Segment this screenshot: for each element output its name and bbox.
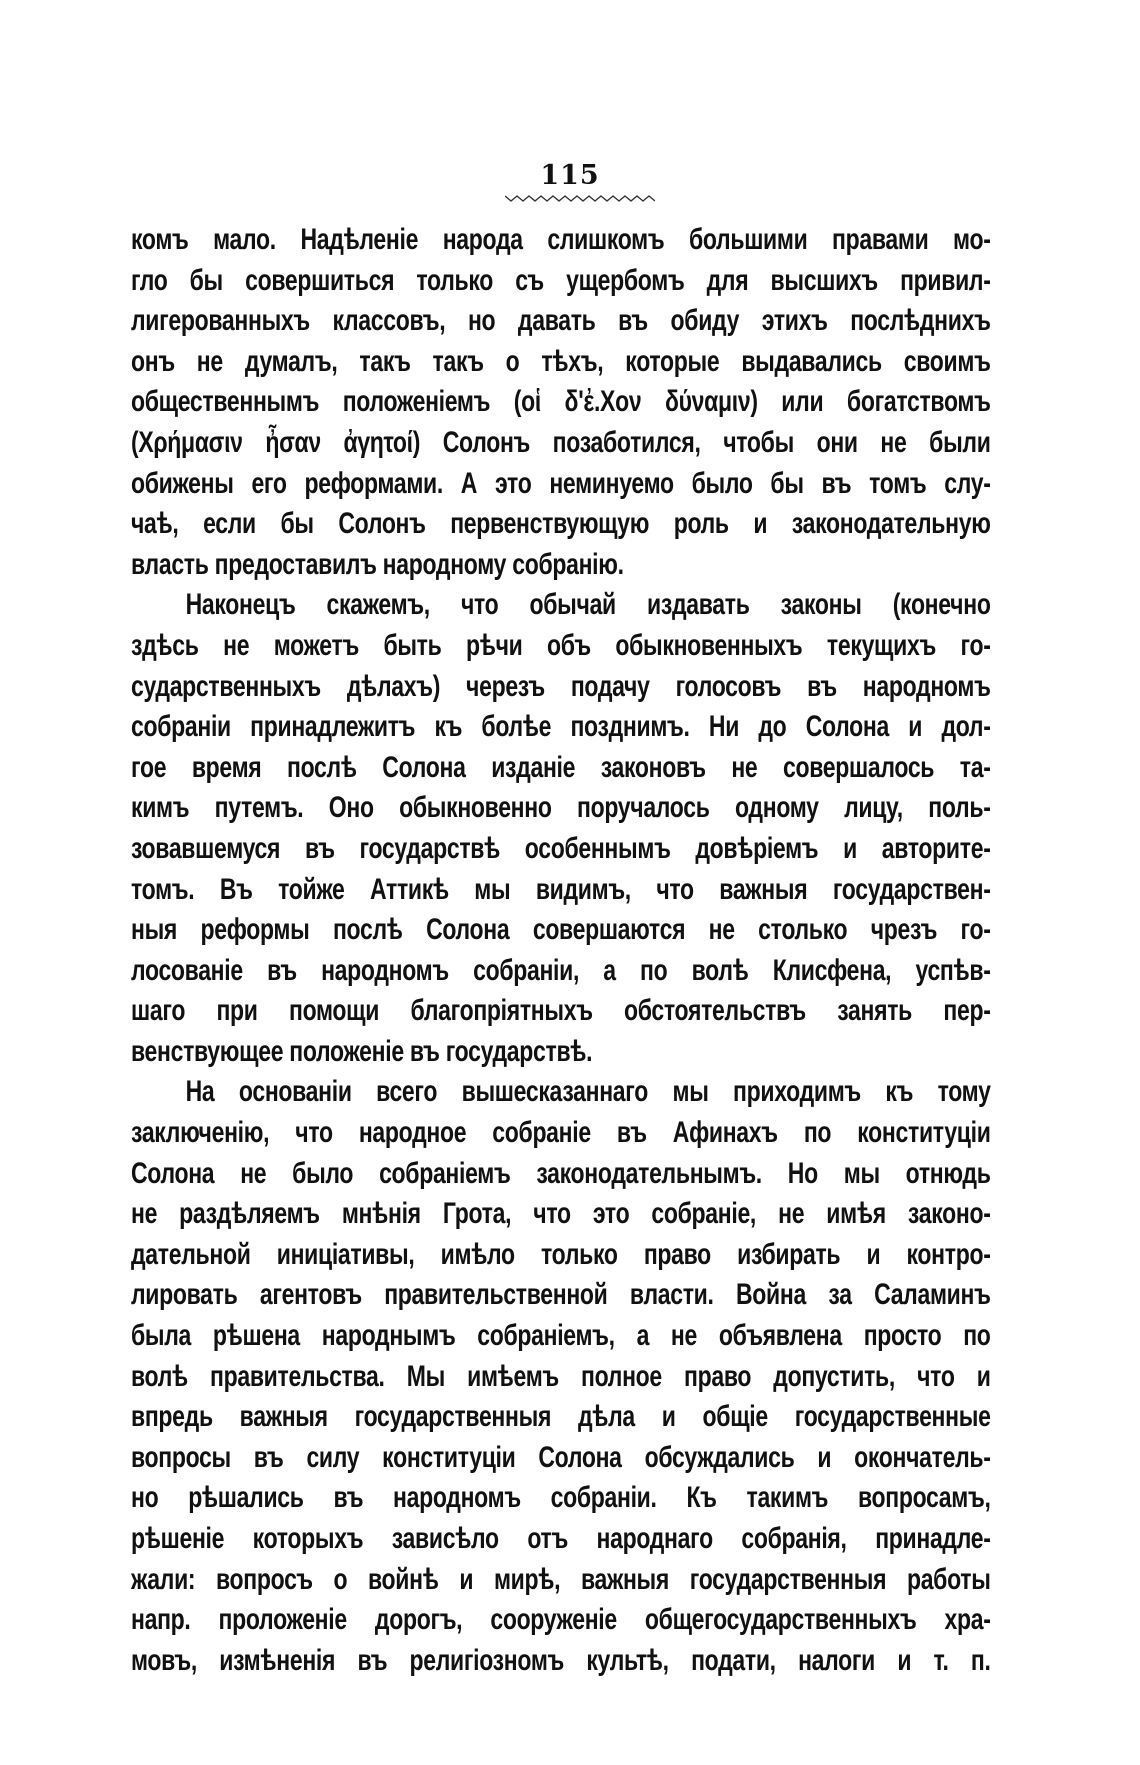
text-line: сударственныхъ дѣлахъ) черезъ подачу голосовъ въ народномъ — [131, 669, 991, 703]
text-line: гло бы совершиться только съ ущербомъ для высшихъ привил- — [131, 263, 991, 297]
text-line: рѣшеніе которыхъ зависѣло отъ народнаго собранія, принадле- — [131, 1522, 991, 1555]
text-line: власть предоставилъ народному собранію. — [131, 547, 624, 581]
text-line: заключенію, что народное собраніе въ Афинахъ по конституціи — [131, 1116, 991, 1150]
text-line: зовавшемуся въ государствѣ особеннымъ довѣріемъ и авторите- — [131, 831, 991, 865]
text-line: онъ не думалъ, такъ такъ о тѣхъ, которые выдавались своимъ — [131, 344, 991, 378]
page-number: 115 — [540, 160, 600, 191]
page-number-ornament — [505, 193, 655, 203]
text-line: напр. проложеніе дорогъ, сооруженіе общегосударственныхъ хра- — [131, 1603, 991, 1637]
text-line: лигерованныхъ классовъ, но давать въ обиду этихъ послѣднихъ — [131, 304, 991, 338]
text-line: ныя реформы послѣ Солона совершаются не столько чрезъ го- — [131, 913, 991, 947]
text-line: лировать агентовъ правительственной власти. Война за Саламинъ — [131, 1278, 991, 1312]
text-line: чаѣ, если бы Солонъ первенствующую роль и законодательную — [131, 507, 991, 541]
text-line: томъ. Въ тойже Аттикѣ мы видимъ, что важныя государствен- — [131, 872, 991, 906]
text-line: впредь важныя государственныя дѣла и общіе государственные — [131, 1400, 991, 1434]
text-line: была рѣшена народнымъ собраніемъ, а не объявлена просто по — [131, 1319, 991, 1353]
paragraph-start-line: Наконецъ скажемъ, что обычай издавать законы (конечно — [185, 588, 991, 622]
text-line: не раздѣляемъ мнѣнія Грота, что это собраніе, не имѣя законо- — [131, 1197, 991, 1231]
paragraph-start-line: На основаніи всего вышесказаннаго мы приходимъ къ тому — [185, 1075, 991, 1109]
text-line: мовъ, измѣненія въ религіозномъ культѣ, подати, налоги и т. п. — [131, 1643, 991, 1677]
text-line: вопросы въ силу конституціи Солона обсуждались и окончатель- — [131, 1440, 991, 1474]
text-line: жали: вопросъ о войнѣ и мирѣ, важныя государственныя работы — [131, 1562, 991, 1596]
text-line: кимъ путемъ. Оно обыкновенно поручалось одному лицу, поль- — [131, 791, 991, 825]
text-line: волѣ правительства. Мы имѣемъ полное право допустить, что и — [131, 1359, 991, 1393]
text-line: здѣсь не можетъ быть рѣчи объ обыкновенныхъ текущихъ го- — [131, 628, 991, 662]
text-line: шаго при помощи благопріятныхъ обстоятельствъ занять пер- — [131, 994, 991, 1028]
text-line: комъ мало. Надѣленіе народа слишкомъ большими правами мо- — [131, 223, 991, 256]
text-line: но рѣшались въ народномъ собраніи. Къ такимъ вопросамъ, — [131, 1481, 991, 1515]
text-line: Солона не было собраніемъ законодательнымъ. Но мы отнюдь — [131, 1156, 991, 1190]
text-line: общественнымъ положеніемъ (οἱ δ'ἐ.Χον δύναμιν) или богатствомъ — [131, 385, 991, 419]
text-line: венствующее положеніе въ государствѣ. — [131, 1034, 593, 1068]
text-line: (Χρήμασιν ἦσαν ἀγητοί) Солонъ позаботился, чтобы они не были — [131, 425, 991, 459]
body-text — [131, 220, 991, 1681]
text-line: собраніи принадлежитъ къ болѣе позднимъ. Ни до Солона и дол- — [131, 710, 991, 744]
text-line: обижены его реформами. А это неминуемо было бы въ томъ слу- — [131, 466, 991, 500]
text-line: гое время послѣ Солона изданіе законовъ не совершалось та- — [131, 750, 991, 784]
text-line: лосованіе въ народномъ собраніи, а по волѣ Клисфена, успѣв- — [131, 953, 991, 987]
text-line: дательной иниціативы, имѣло только право избирать и контро- — [131, 1237, 991, 1271]
